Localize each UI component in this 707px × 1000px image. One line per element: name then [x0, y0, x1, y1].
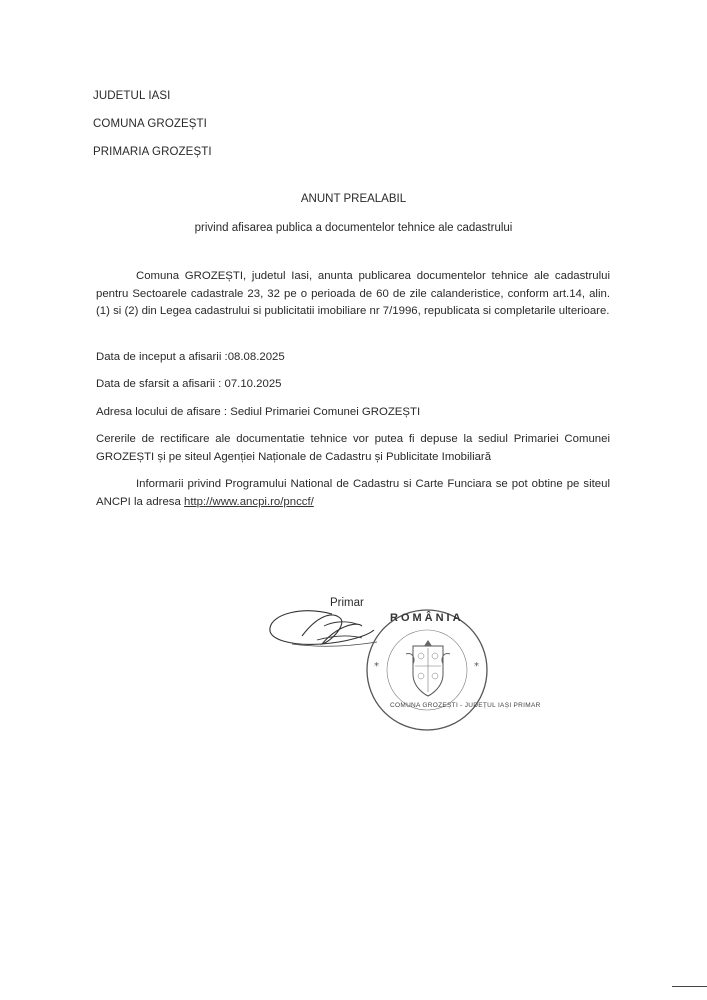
signature-label: Primar: [330, 597, 364, 609]
stamp-commune-text: COMUNA GROZEȘTI - JUDEȚUL IAȘI: [390, 702, 512, 709]
document-title: ANUNT PREALABIL: [300, 193, 407, 205]
header-city-hall: PRIMARIA GROZEȘTI: [93, 146, 212, 158]
header-county: JUDETUL IASI: [93, 90, 171, 102]
svg-text:*: *: [374, 661, 379, 672]
rectification-paragraph: Cererile de rectificare ale documentatie tehnice vor putea fi depuse la sediul Primariei Comunei GROZEȘTI și pe siteul Agenției Naționale de Cadastru și Publicitate Imobiliară: [96, 433, 610, 463]
announcement-paragraph: Comuna GROZEȘTI, judetul Iasi, anunta publicarea documentelor tehnice ale cadastrului pentru Sectoarele cadastrale 23, 32 pe o perioada de 60 de zile calanderistice, conform art.14, alin. (1) si (2) din Legea cadastrului si publicitatii imobiliare nr 7/1996, republicata si completarile ulterioare.: [96, 270, 610, 317]
svg-text:*: *: [474, 661, 479, 672]
scan-edge-line: [672, 986, 707, 987]
header-commune: COMUNA GROZEȘTI: [93, 118, 207, 130]
end-date-line: Data de sfarsit a afisarii : 07.10.2025: [96, 378, 282, 390]
information-paragraph: [96, 476, 610, 511]
coat-of-arms-icon: [398, 634, 458, 704]
stamp-bottom-text: [390, 702, 541, 709]
document-subtitle: privind afisarea publica a documentelor tehnice ale cadastrului: [194, 222, 513, 234]
start-date-line: Data de inceput a afisarii :08.08.2025: [96, 351, 285, 363]
display-address-line: Adresa locului de afisare : Sediul Primariei Comunei GROZEȘTI: [96, 406, 421, 418]
stamp-role-text: PRIMAR: [513, 702, 541, 709]
information-text: Informarii privind Programului National de Cadastru si Carte Funciara se pot obtine pe siteul ANCPI la adresa: [96, 478, 610, 508]
ancpi-link[interactable]: http://www.ancpi.ro/pnccf/: [184, 495, 314, 508]
stamp-country-text: ROMÂNIA: [390, 612, 464, 624]
